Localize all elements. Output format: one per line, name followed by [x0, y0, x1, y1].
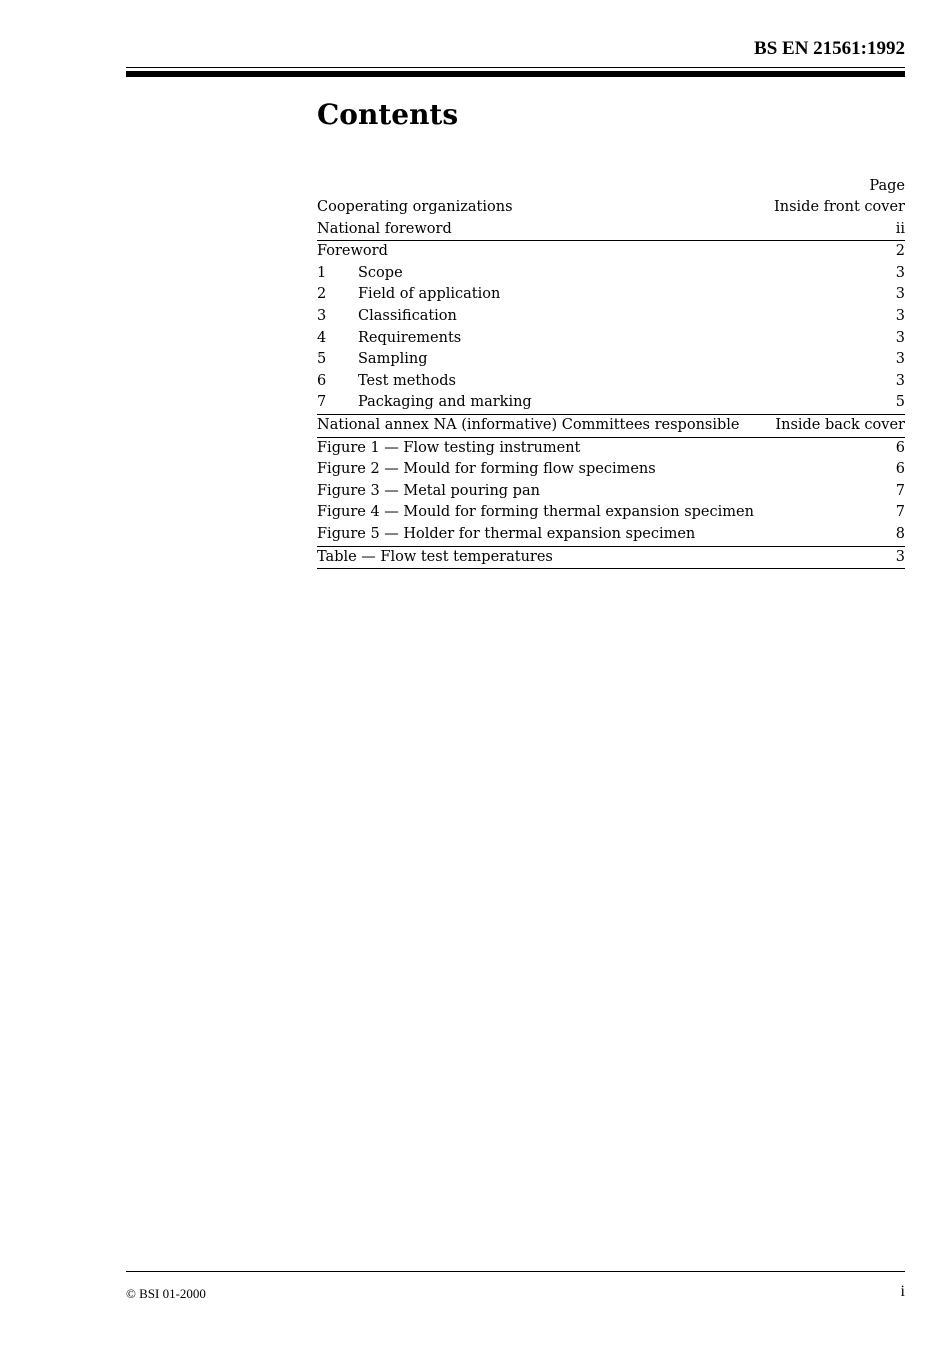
clause-number: 2: [317, 286, 327, 303]
toc-entry[interactable]: [317, 241, 905, 263]
toc-entry-label: Foreword: [317, 243, 388, 260]
page-column-heading: Page: [869, 178, 905, 194]
toc-entry-page: 6: [895, 439, 905, 456]
copyright-notice: © BSI 01-2000: [126, 1286, 206, 1301]
toc-entry-label: Packaging and marking: [358, 394, 532, 411]
toc-entry[interactable]: [317, 481, 905, 503]
toc-entry[interactable]: [317, 438, 905, 460]
toc-entry[interactable]: [317, 524, 905, 547]
toc-entry-page: 3: [895, 329, 905, 346]
toc-entry[interactable]: [317, 284, 905, 306]
toc-entry[interactable]: [317, 415, 905, 438]
clause-number: 1: [317, 264, 327, 281]
toc-entry-label: Figure 3 — Metal pouring pan: [317, 482, 540, 499]
toc-entry-page: 7: [895, 504, 905, 521]
toc-entry-page: 5: [895, 394, 905, 411]
toc-entry[interactable]: [317, 502, 905, 524]
toc-entry-label: Figure 4 — Mould for forming thermal expansion specimen: [317, 504, 754, 521]
toc-entry-label: National foreword: [317, 220, 452, 237]
toc-entry[interactable]: [317, 219, 905, 242]
toc-entry-page: 3: [895, 286, 905, 303]
toc-entry-label: Requirements: [358, 329, 462, 346]
toc-entry-page: 3: [895, 307, 905, 324]
toc-entry[interactable]: [317, 547, 905, 570]
clause-number: 3: [317, 307, 327, 324]
toc-entry-label: Classification: [358, 307, 457, 324]
toc-entry[interactable]: [317, 328, 905, 350]
toc-entry-label: Test methods: [358, 372, 456, 389]
toc-entry-page: 8: [895, 525, 905, 542]
toc-entry-page: Inside back cover: [775, 416, 905, 433]
toc-entry-label: Scope: [358, 264, 403, 281]
toc-entry-page: Inside front cover: [774, 199, 905, 215]
toc-entry-label: Cooperating organizations: [317, 199, 513, 215]
toc-entry[interactable]: [317, 197, 905, 219]
toc-entry-page: 2: [895, 243, 905, 260]
clause-number: 7: [317, 394, 327, 411]
toc-entry-label: Field of application: [358, 286, 501, 303]
toc-entry-page: ii: [895, 220, 905, 237]
toc-entry-page: 3: [895, 548, 905, 565]
toc-entry[interactable]: [317, 263, 905, 285]
toc-entry-label: National annex NA (informative) Committees responsible: [317, 416, 740, 433]
toc-entry[interactable]: [317, 459, 905, 481]
toc-entry-page: 3: [895, 372, 905, 389]
clause-number: 4: [317, 329, 327, 346]
footer-rule: [126, 1271, 905, 1272]
toc-entry-page: 3: [895, 351, 905, 368]
clause-number: 6: [317, 372, 327, 389]
toc-entry-page: 6: [895, 461, 905, 478]
toc-entry-label: Table — Flow test temperatures: [317, 548, 553, 565]
toc-entry-label: Sampling: [358, 351, 428, 368]
table-of-contents: [317, 176, 905, 569]
header-rule-thin: [126, 67, 905, 68]
clause-number: 5: [317, 351, 327, 368]
page-title: Contents: [317, 98, 459, 131]
toc-entry-label: Figure 1 — Flow testing instrument: [317, 439, 581, 456]
toc-entry[interactable]: [317, 371, 905, 393]
toc-entry[interactable]: [317, 349, 905, 371]
page-number: i: [900, 1283, 905, 1300]
toc-entry-page: 3: [895, 264, 905, 281]
toc-entry[interactable]: [317, 306, 905, 328]
header-rule-thick: [126, 71, 905, 77]
toc-entry-label: Figure 2 — Mould for forming flow specimens: [317, 461, 656, 478]
document-code: BS EN 21561:1992: [754, 38, 905, 59]
toc-entry[interactable]: [317, 392, 905, 415]
toc-entry-label: Figure 5 — Holder for thermal expansion specimen: [317, 525, 696, 542]
toc-entry-page: 7: [895, 482, 905, 499]
